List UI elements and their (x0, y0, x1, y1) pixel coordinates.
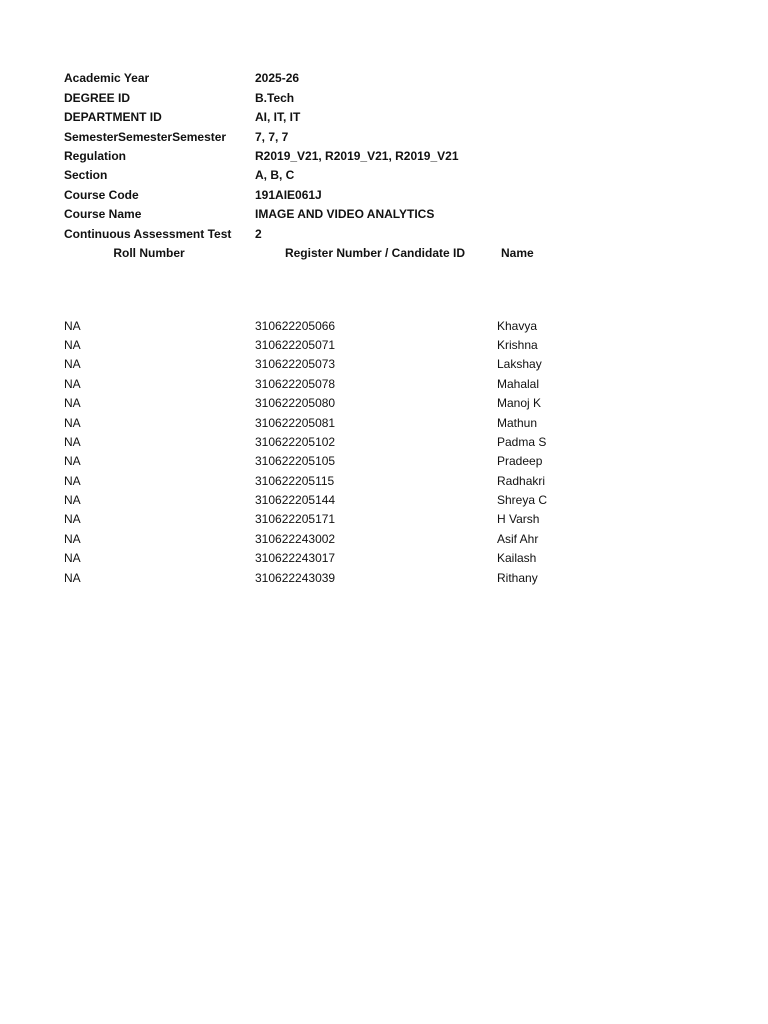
table-row (0, 433, 768, 452)
name-cell: H Varsh (497, 512, 540, 526)
register-number-cell: 310622205105 (255, 454, 336, 468)
table-row (0, 317, 768, 336)
roll-number-cell: NA (64, 493, 81, 507)
info-row-regulation (0, 147, 768, 166)
info-label: DEPARTMENT ID (64, 110, 162, 124)
roll-number-cell: NA (64, 357, 81, 371)
register-number-cell: 310622205115 (255, 474, 335, 488)
info-label: Course Code (64, 188, 139, 202)
info-value: IMAGE AND VIDEO ANALYTICS (255, 207, 435, 221)
info-row-semester (0, 128, 768, 147)
name-cell: Shreya C (497, 493, 548, 507)
info-value: B.Tech (255, 91, 295, 105)
register-number-cell: 310622205102 (255, 435, 336, 449)
roll-number-cell: NA (64, 474, 81, 488)
roll-number-cell: NA (64, 454, 81, 468)
table-row (0, 569, 768, 588)
info-value: 2 (255, 227, 262, 241)
register-number-cell: 310622205078 (255, 377, 336, 391)
name-cell: Mahalal (497, 377, 540, 391)
info-row-assessment-test (0, 225, 768, 244)
name-cell: Mathun (497, 416, 538, 430)
info-value: AI, IT, IT (255, 110, 301, 124)
name-cell: Manoj K (497, 396, 542, 410)
register-number-cell: 310622205144 (255, 493, 336, 507)
roll-number-cell: NA (64, 396, 81, 410)
column-header-register-number: Register Number / Candidate ID (284, 246, 466, 260)
info-value: 7, 7, 7 (255, 130, 289, 144)
info-label: Regulation (64, 149, 126, 163)
info-label: Course Name (64, 207, 142, 221)
name-cell: Lakshay (497, 357, 542, 371)
table-header-row (0, 244, 768, 263)
info-label: Academic Year (64, 71, 150, 85)
table-row (0, 414, 768, 433)
info-value: A, B, C (255, 168, 295, 182)
roll-number-cell: NA (64, 377, 81, 391)
name-cell: Kailash (497, 551, 537, 565)
table-row (0, 491, 768, 510)
register-number-cell: 310622243002 (255, 532, 336, 546)
roll-number-cell: NA (64, 338, 81, 352)
column-header-roll-number: Roll Number (113, 246, 185, 260)
info-value: 2025-26 (255, 71, 300, 85)
register-number-cell: 310622205073 (255, 357, 336, 371)
table-row (0, 355, 768, 374)
name-cell: Khavya (497, 319, 538, 333)
table-row (0, 336, 768, 355)
name-cell: Rithany (497, 571, 538, 585)
table-row (0, 394, 768, 413)
name-cell: Krishna (497, 338, 538, 352)
roll-number-cell: NA (64, 416, 81, 430)
roll-number-cell: NA (64, 571, 81, 585)
name-cell: Radhakri (497, 474, 546, 488)
register-number-cell: 310622205080 (255, 396, 336, 410)
register-number-cell: 310622243017 (255, 551, 336, 565)
roll-number-cell: NA (64, 532, 81, 546)
register-number-cell: 310622243039 (255, 571, 336, 585)
info-row-department-id (0, 108, 768, 127)
info-label: SemesterSemesterSemester (64, 130, 227, 144)
info-row-course-code (0, 186, 768, 205)
register-number-cell: 310622205066 (255, 319, 336, 333)
name-cell: Pradeep (497, 454, 543, 468)
table-row (0, 530, 768, 549)
register-number-cell: 310622205081 (255, 416, 336, 430)
info-value: R2019_V21, R2019_V21, R2019_V21 (255, 149, 459, 163)
info-row-section (0, 166, 768, 185)
table-row (0, 452, 768, 471)
roll-number-cell: NA (64, 435, 81, 449)
table-row (0, 549, 768, 568)
info-row-course-name (0, 205, 768, 224)
column-header-name: Name (501, 246, 534, 260)
table-row (0, 510, 768, 529)
info-row-degree-id (0, 89, 768, 108)
info-value: 191AIE061J (255, 188, 322, 202)
register-number-cell: 310622205071 (255, 338, 336, 352)
roll-number-cell: NA (64, 319, 81, 333)
name-cell: Asif Ahr (497, 532, 539, 546)
roll-number-cell: NA (64, 512, 81, 526)
info-label: DEGREE ID (64, 91, 131, 105)
table-row (0, 472, 768, 491)
table-row (0, 375, 768, 394)
roll-number-cell: NA (64, 551, 81, 565)
info-label: Continuous Assessment Test (64, 227, 232, 241)
info-row-academic-year (0, 69, 768, 88)
name-cell: Padma S (497, 435, 547, 449)
info-label: Section (64, 168, 108, 182)
register-number-cell: 310622205171 (255, 512, 336, 526)
